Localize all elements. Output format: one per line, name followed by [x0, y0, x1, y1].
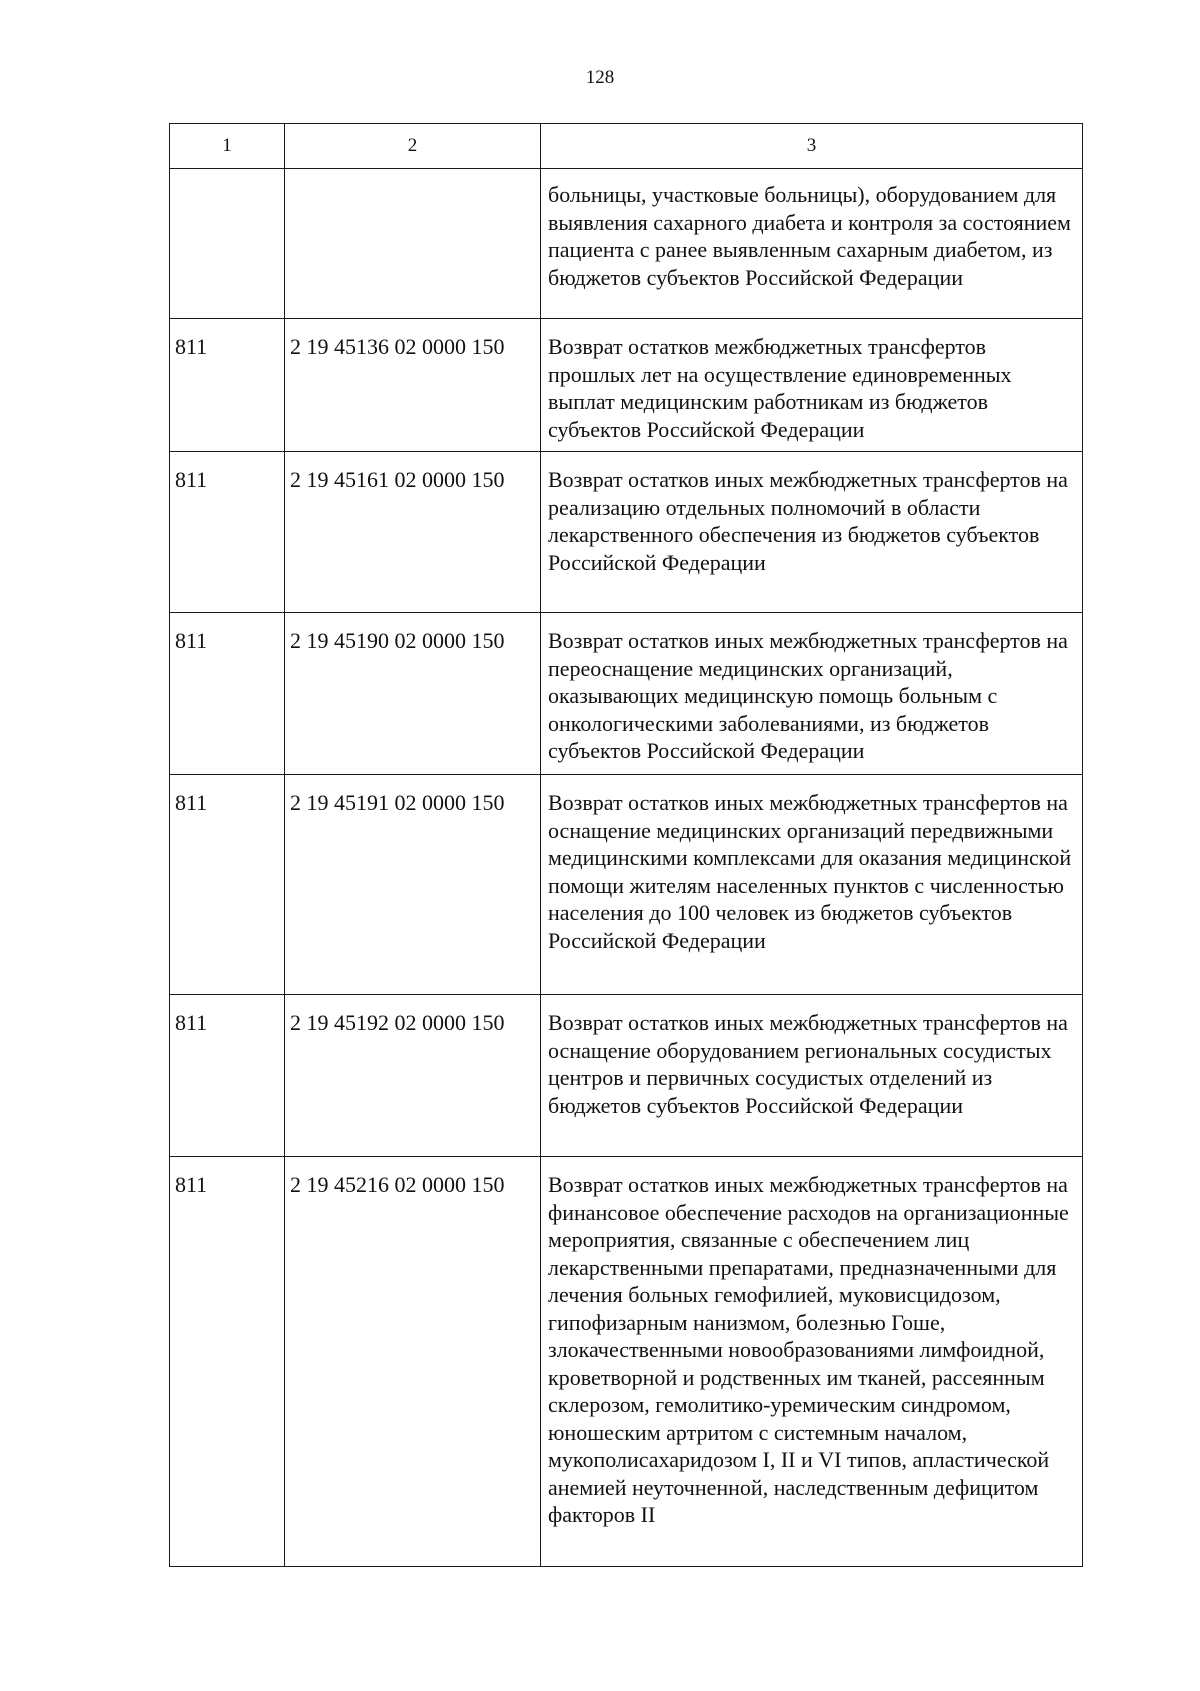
- column-header-3: 3: [541, 124, 1083, 169]
- budget-class-code-cell: 2 19 45192 02 0000 150: [285, 995, 541, 1157]
- budget-class-code-cell: 2 19 45216 02 0000 150: [285, 1157, 541, 1567]
- description-cell: Возврат остатков межбюджетных трансфертов прошлых лет на осуществление единовременных выплат медицинским работникам из бюджетов субъектов Российской Федерации: [541, 319, 1083, 452]
- budget-class-code-cell: 2 19 45191 02 0000 150: [285, 775, 541, 995]
- description-cell: Возврат остатков иных межбюджетных трансфертов на оснащение оборудованием региональных сосудистых центров и первичных сосудистых отделений из бюджетов субъектов Российской Федерации: [541, 995, 1083, 1157]
- admin-code-cell: [170, 169, 285, 319]
- budget-class-code-cell: 2 19 45190 02 0000 150: [285, 613, 541, 775]
- column-header-2: 2: [285, 124, 541, 169]
- description-cell: Возврат остатков иных межбюджетных трансфертов на финансовое обеспечение расходов на организационные мероприятия, связанные с обеспечением лиц лекарственными препаратами, предназначенными для лечения больных гемофилией, муковисцидозом, гипофизарным нанизмом, болезнью Гоше, злокачественными новообразованиями лимфоидной, кроветворной и родственных им тканей, рассеянным склерозом, гемолитико-уремическим синдромом, юношеским артритом с системным началом, мукополисахаридозом I, II и VI типов, апластической анемией неуточненной, наследственным дефицитом факторов II: [541, 1157, 1083, 1567]
- description-cell: Возврат остатков иных межбюджетных трансфертов на реализацию отдельных полномочий в области лекарственного обеспечения из бюджетов субъектов Российской Федерации: [541, 452, 1083, 613]
- table-row: [170, 613, 1083, 775]
- admin-code-cell: 811: [170, 775, 285, 995]
- admin-code-cell: 811: [170, 613, 285, 775]
- description-cell: Возврат остатков иных межбюджетных трансфертов на переоснащение медицинских организаций, оказывающих медицинскую помощь больным с онкологическими заболеваниями, из бюджетов субъектов Российской Федерации: [541, 613, 1083, 775]
- table-row: [170, 1157, 1083, 1567]
- table-row: [170, 319, 1083, 452]
- description-cell: Возврат остатков иных межбюджетных трансфертов на оснащение медицинских организаций передвижными медицинскими комплексами для оказания медицинской помощи жителям населенных пунктов с численностью населения до 100 человек из бюджетов субъектов Российской Федерации: [541, 775, 1083, 995]
- table-row: [170, 775, 1083, 995]
- table-header-row: [170, 124, 1083, 169]
- admin-code-cell: 811: [170, 452, 285, 613]
- page-number: 128: [585, 67, 615, 88]
- admin-code-cell: 811: [170, 319, 285, 452]
- budget-class-code-cell: 2 19 45161 02 0000 150: [285, 452, 541, 613]
- table-row: [170, 452, 1083, 613]
- admin-code-cell: 811: [170, 995, 285, 1157]
- budget-class-code-cell: [285, 169, 541, 319]
- table-row: [170, 995, 1083, 1157]
- column-header-1: 1: [170, 124, 285, 169]
- description-cell: больницы, участковые больницы), оборудованием для выявления сахарного диабета и контроля за состоянием пациента с ранее выявленным сахарным диабетом, из бюджетов субъектов Российской Федерации: [541, 169, 1083, 319]
- budget-codes-table: [169, 123, 1083, 1567]
- budget-class-code-cell: 2 19 45136 02 0000 150: [285, 319, 541, 452]
- table-row: [170, 169, 1083, 319]
- admin-code-cell: 811: [170, 1157, 285, 1567]
